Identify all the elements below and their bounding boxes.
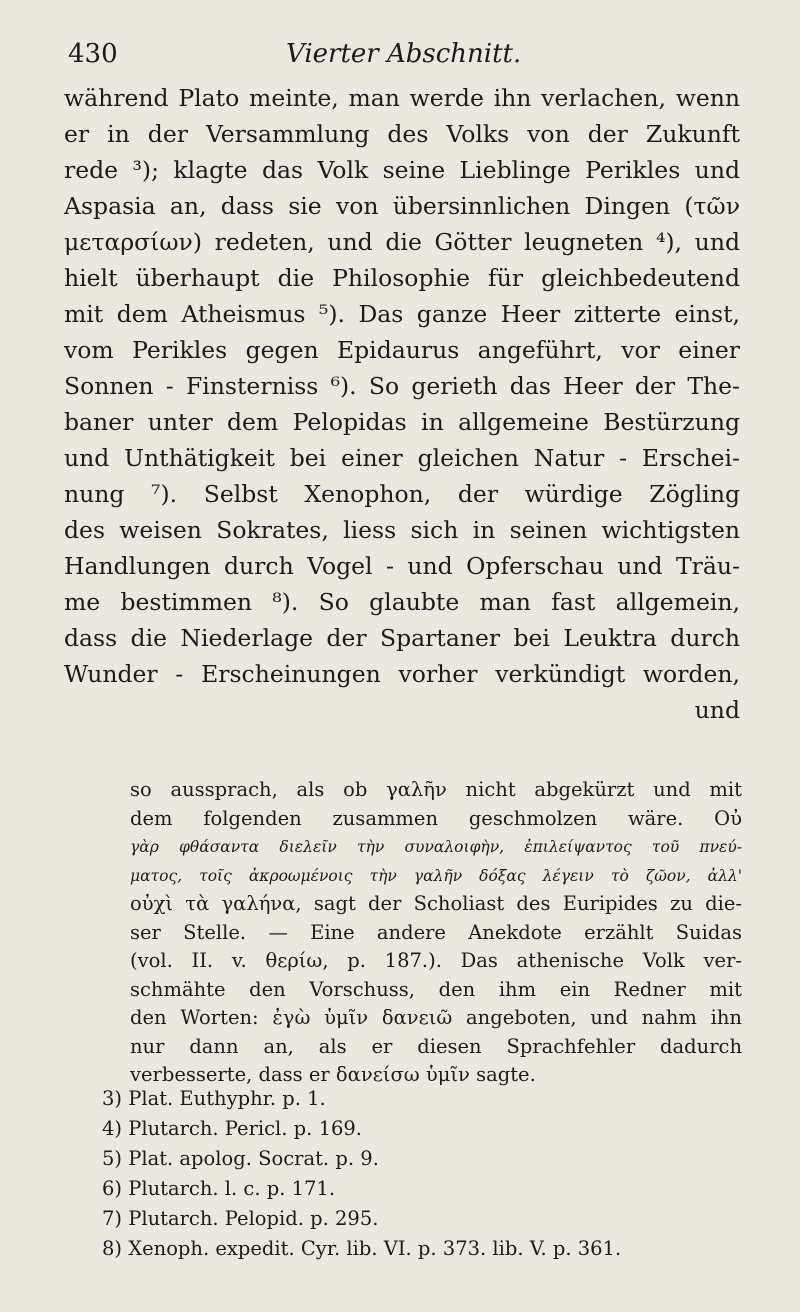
text-line: μεταρσίων) redeten, und die Götter leugneten ⁴), und <box>64 228 740 256</box>
text-line: des weisen Sokrates, liess sich in seinen wichtigsten <box>64 516 740 544</box>
reference-item: 6) Plutarch. l. c. p. 171. <box>102 1177 336 1200</box>
text-line: hielt überhaupt die Philosophie für gleichbedeutend <box>64 264 740 292</box>
page-number: 430 <box>68 39 118 69</box>
reference-item: 8) Xenoph. expedit. Cyr. lib. VI. p. 373. lib. V. p. 361. <box>102 1237 622 1260</box>
running-header <box>68 34 740 74</box>
text-line: dass die Niederlage der Spartaner bei Leuktra durch <box>64 624 740 652</box>
note-line-greek: γὰρ φθάσαντα διελεῖν τὴν συναλοιφὴν, ἐπιλείψαντος τοῦ πνεύ- <box>130 838 742 856</box>
note-line: schmähte den Vorschuss, den ihm ein Redner mit <box>130 977 742 1001</box>
reference-item: 4) Plutarch. Pericl. p. 169. <box>102 1117 362 1140</box>
note-line-greek: ματος, τοῖς ἀκροωμένοις τὴν γαλῆν δόξας λέγειν τὸ ζῶον, ἀλλ' <box>130 866 742 885</box>
text-line: rede ³); klagte das Volk seine Lieblinge Perikles und <box>64 156 740 184</box>
text-line: me bestimmen ⁸). So glaubte man fast allgemein, <box>64 588 740 616</box>
chapter-title: Vierter Abschnitt. <box>286 39 522 69</box>
note-line: dem folgenden zusammen geschmolzen wäre. Οὐ <box>130 806 742 830</box>
text-line: baner unter dem Pelopidas in allgemeine Bestürzung <box>64 408 740 436</box>
text-line: Handlungen durch Vogel - und Opferschau und Träu- <box>64 552 740 580</box>
note-line: (vol. II. v. θερίω, p. 187.). Das athenische Volk ver- <box>130 949 742 972</box>
text-line: mit dem Atheismus ⁵). Das ganze Heer zitterte einst, <box>64 300 740 328</box>
note-line: οὐχὶ τὰ γαλήνα, sagt der Scholiast des Euripides zu die- <box>130 892 742 915</box>
footnote-continuation <box>130 776 742 1090</box>
text-line: Aspasia an, dass sie von übersinnlichen Dingen (τῶν <box>64 192 740 220</box>
note-line: verbesserte, dass er δανείσω ὑμῖν sagte. <box>130 1063 536 1086</box>
note-line: so aussprach, als ob γαλῆν nicht abgekürzt und mit <box>130 778 742 801</box>
text-line: er in der Versammlung des Volks von der Zukunft <box>64 120 740 148</box>
text-line: während Plato meinte, man werde ihn verlachen, wenn <box>64 84 740 112</box>
catchword: und <box>694 696 740 724</box>
reference-item: 3) Plat. Euthyphr. p. 1. <box>102 1087 326 1110</box>
main-text <box>64 80 740 728</box>
reference-item: 5) Plat. apolog. Socrat. p. 9. <box>102 1147 379 1170</box>
note-line: ser Stelle. — Eine andere Anekdote erzählt Suidas <box>130 920 742 944</box>
text-line: Wunder - Erscheinungen vorher verkündigt worden, <box>64 660 740 688</box>
text-line: Sonnen - Finsterniss ⁶). So gerieth das Heer der The- <box>64 372 740 400</box>
text-line: nung ⁷). Selbst Xenophon, der würdige Zögling <box>64 480 740 508</box>
note-line: den Worten: ἐγὼ ὑμῖν δανειῶ angeboten, und nahm ihn <box>130 1006 742 1029</box>
text-line: vom Perikles gegen Epidaurus angeführt, vor einer <box>64 336 740 364</box>
footnote-references <box>102 1084 762 1264</box>
text-line: und Unthätigkeit bei einer gleichen Natur - Erschei- <box>64 444 740 472</box>
note-line: nur dann an, als er diesen Sprachfehler dadurch <box>130 1034 742 1058</box>
reference-item: 7) Plutarch. Pelopid. p. 295. <box>102 1207 379 1230</box>
